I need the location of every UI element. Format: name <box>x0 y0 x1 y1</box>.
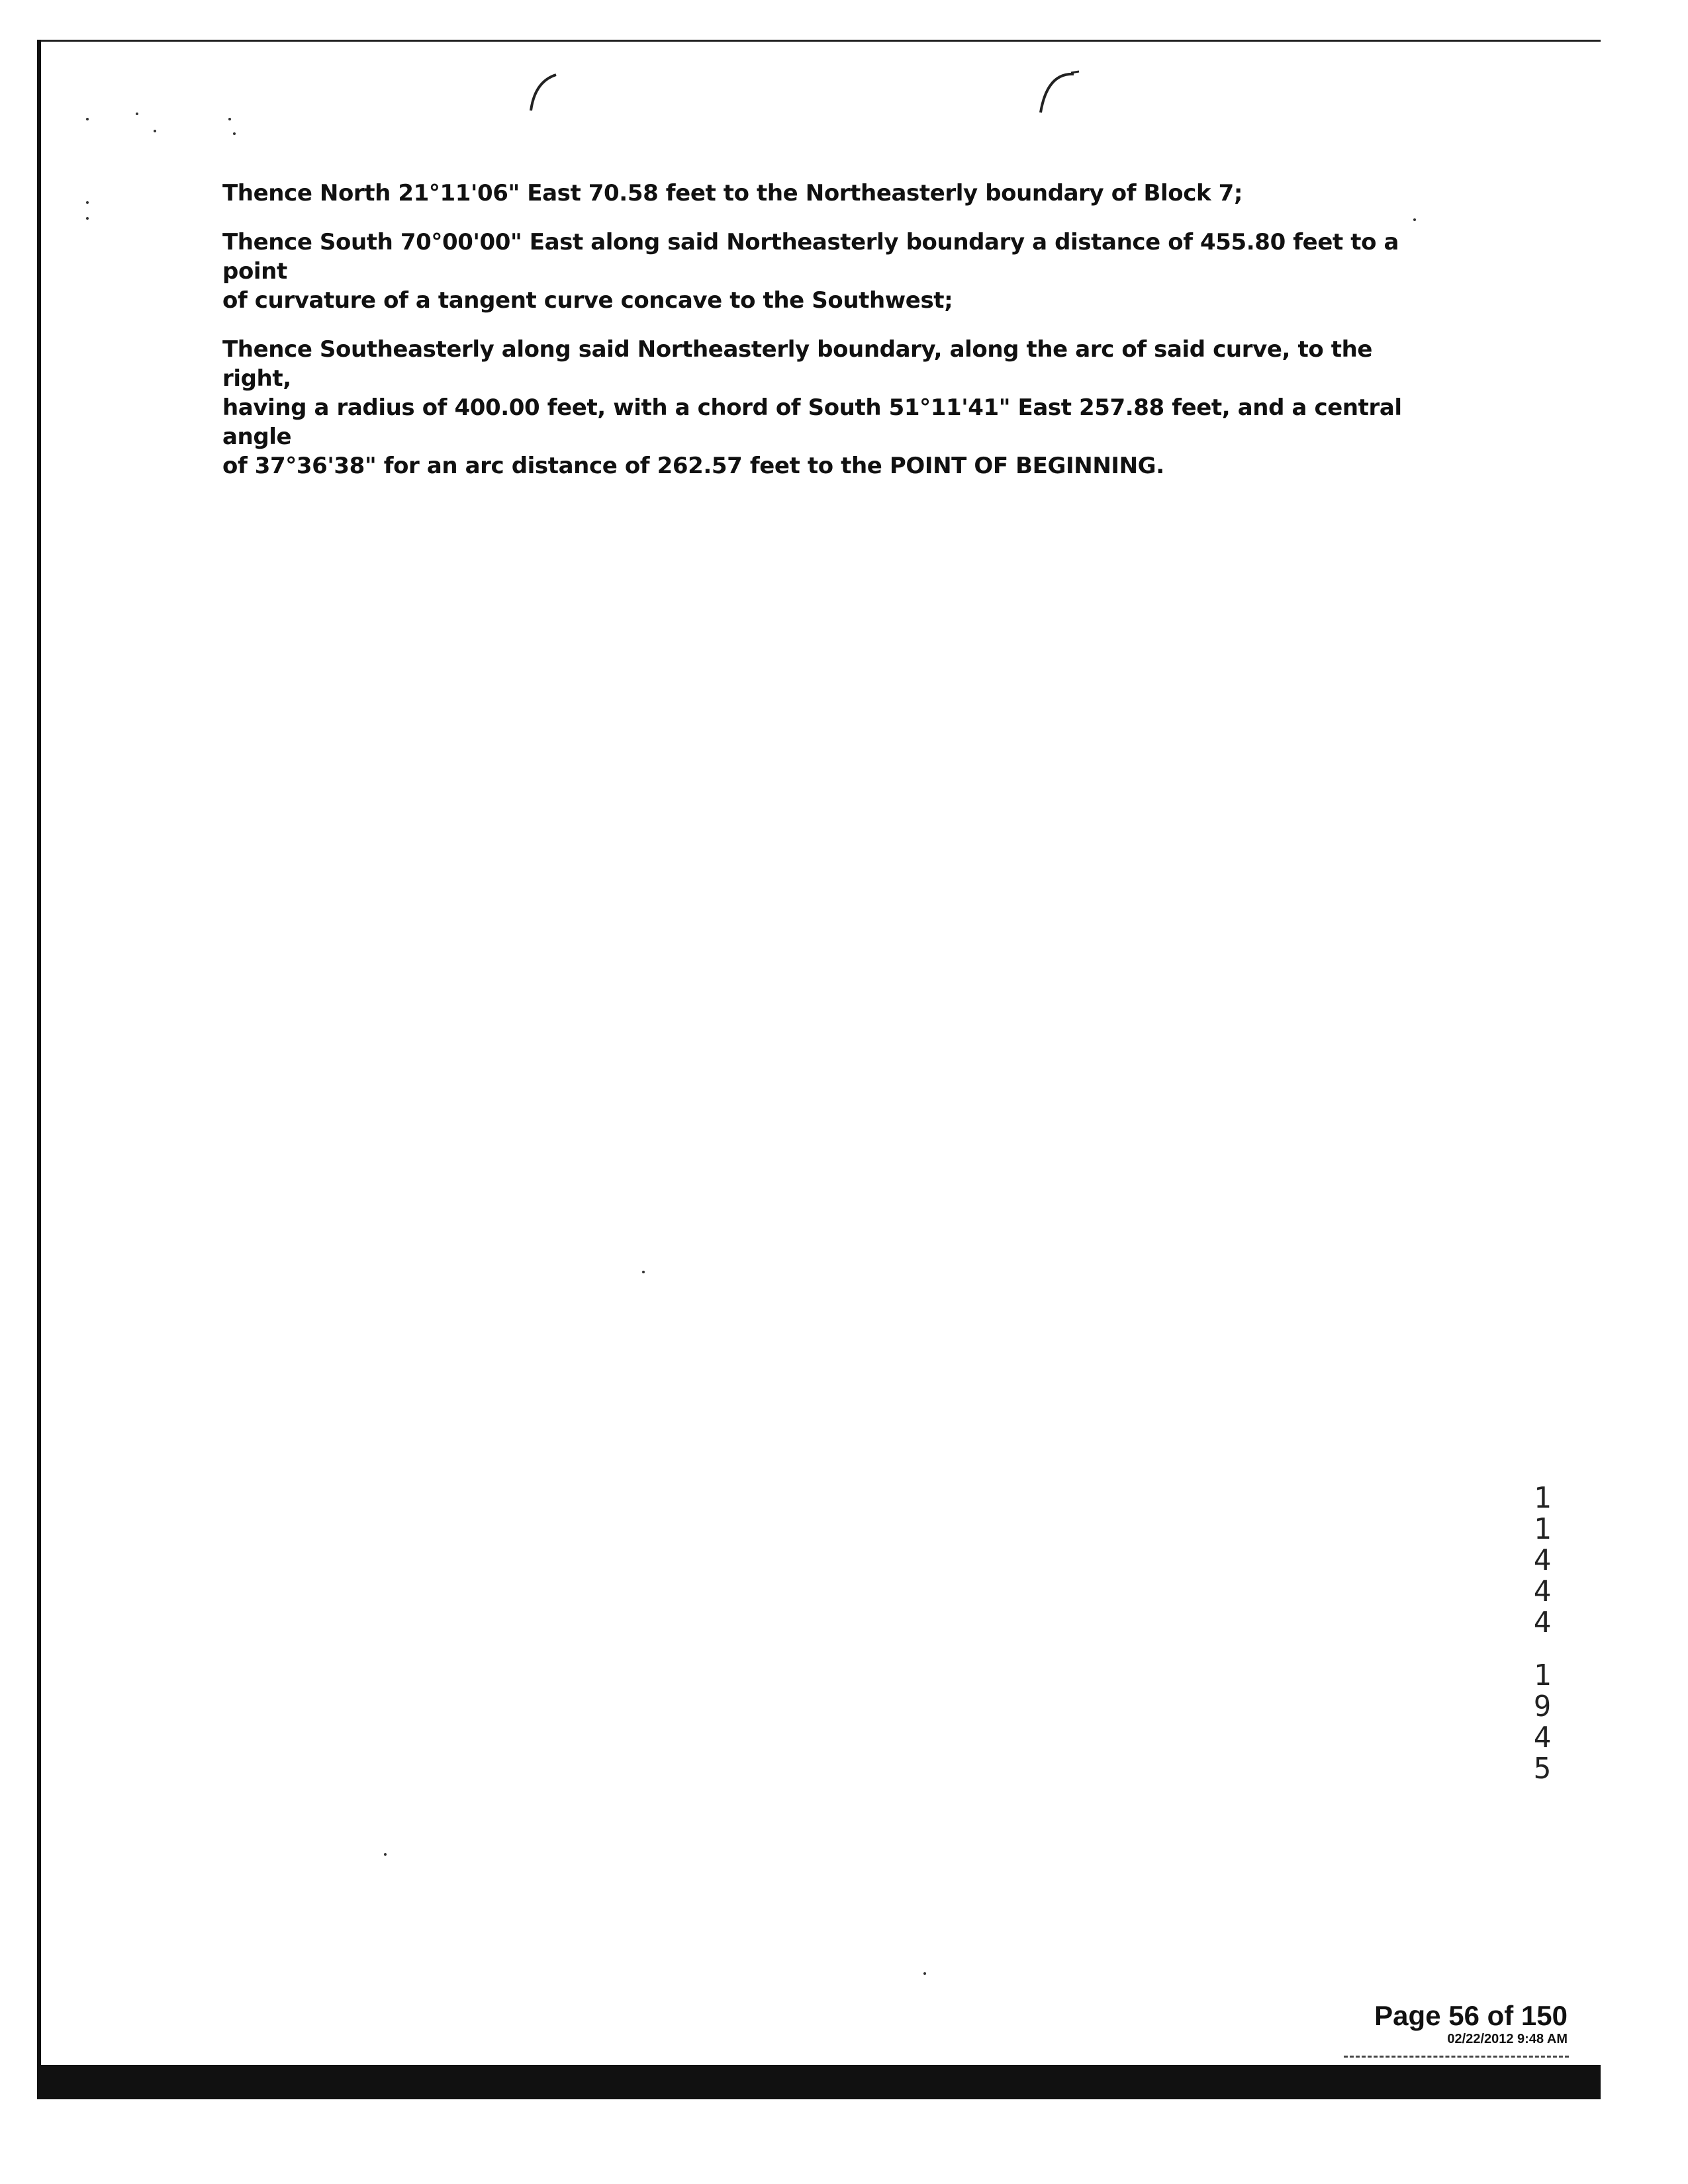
scan-artifact-arc-left <box>523 69 563 116</box>
scan-speck <box>154 130 156 132</box>
footer-divider <box>1344 2056 1569 2060</box>
scan-speck <box>642 1271 645 1273</box>
stamp-gap <box>1523 1638 1562 1660</box>
legal-description <box>222 179 1427 500</box>
scan-speck <box>86 201 89 204</box>
stamp-digit: 1 <box>1533 1659 1552 1692</box>
stamp-digit: 4 <box>1533 1721 1552 1754</box>
recording-timestamp: 02/22/2012 9:48 AM <box>1447 2032 1568 2046</box>
stamp-digit: 4 <box>1533 1574 1552 1608</box>
scan-speck <box>923 1972 926 1975</box>
paragraph-north-course: Thence North 21°11'06" East 70.58 feet to the Northeasterly boundary of Block 7; <box>222 180 1243 206</box>
page-number: Page 56 of 150 <box>1374 2000 1568 2031</box>
scan-border-top <box>38 40 1601 42</box>
scan-speck <box>136 113 138 115</box>
stamp-digit: 1 <box>1533 1512 1552 1546</box>
scan-speck <box>228 118 231 120</box>
stamp-digit: 4 <box>1533 1543 1552 1577</box>
recording-stamp <box>1523 1482 1562 1784</box>
scan-speck <box>86 118 89 120</box>
stamp-digit: 5 <box>1533 1752 1552 1786</box>
scan-border-bottom <box>37 2065 1601 2099</box>
scan-border-left <box>37 40 41 2098</box>
paragraph-south-course: Thence South 70°00'00" East along said Northeasterly boundary a distance of 455.80 feet to a point of curvature of a tangent curve concave to the Southwest; <box>222 229 1399 314</box>
scan-speck <box>86 217 89 220</box>
scan-artifact-arc-right <box>1033 66 1086 119</box>
stamp-digit: 1 <box>1533 1481 1552 1515</box>
scan-speck <box>233 132 236 135</box>
stamp-digit: 4 <box>1533 1606 1552 1639</box>
stamp-digit: 9 <box>1533 1690 1552 1723</box>
paragraph-curve-course: Thence Southeasterly along said Northeasterly boundary, along the arc of said curve, to the right, having a radius of 400.00 feet, with a chord of South 51°11'41" East 257.88 feet, and a central angle of 37°36'38" for an arc distance of 262.57 feet to the POINT OF BEGINNING. <box>222 336 1402 479</box>
scan-speck <box>384 1853 387 1856</box>
